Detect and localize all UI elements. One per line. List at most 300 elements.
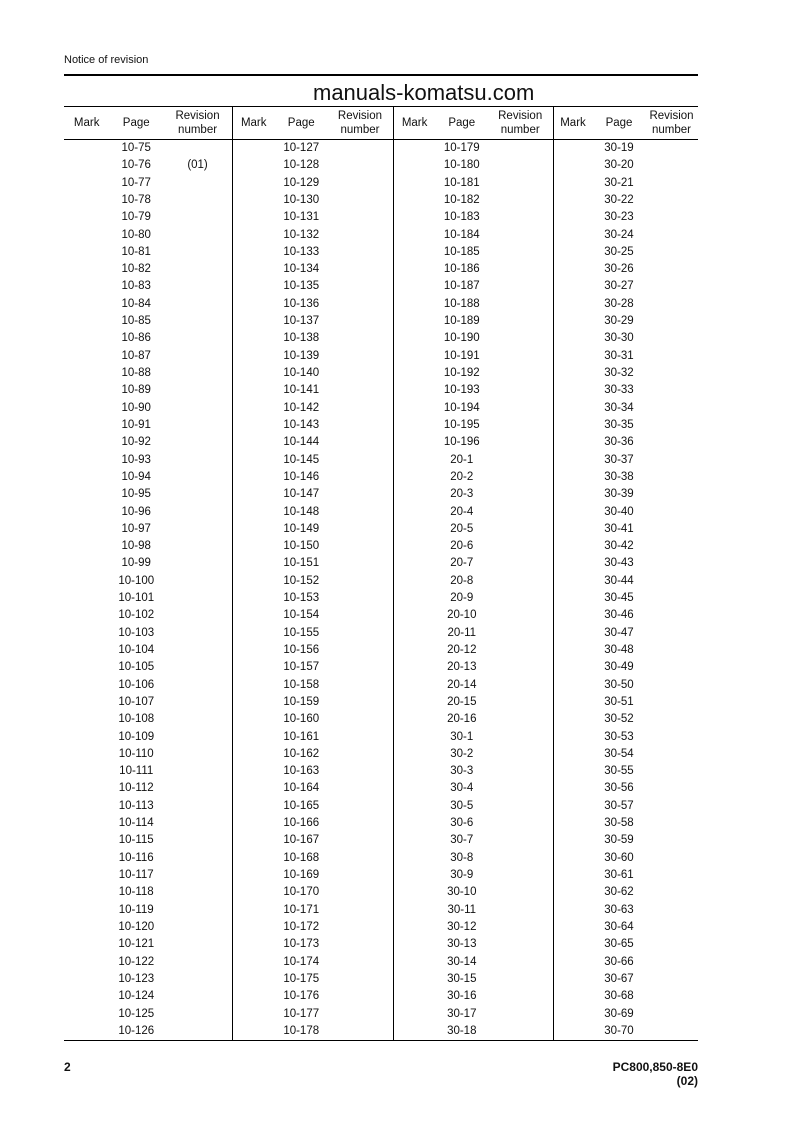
- page-cell: 10-101: [118, 592, 155, 605]
- page-cell: 10-172: [283, 920, 320, 933]
- table-row: [232, 313, 393, 330]
- page-cell: 10-167: [283, 834, 320, 847]
- table-row: [553, 157, 698, 174]
- page-cell: 10-191: [443, 349, 480, 362]
- table-row: [393, 313, 553, 330]
- page-cell: 30-1: [450, 730, 474, 743]
- page-cell: 30-60: [604, 851, 634, 864]
- page-cell: 20-11: [447, 626, 477, 639]
- page-cell: 10-79: [121, 211, 151, 224]
- page-cell: 10-75: [121, 142, 151, 154]
- page-cell: 10-180: [443, 159, 480, 172]
- column-header-mark: Mark: [73, 117, 100, 129]
- page-cell: 30-20: [604, 159, 634, 172]
- page-cell: 30-46: [604, 609, 634, 622]
- page-cell: 30-63: [604, 903, 634, 916]
- table-row: [64, 555, 232, 572]
- table-row: [232, 711, 393, 728]
- page-cell: 30-33: [604, 384, 634, 397]
- table-row: [393, 746, 553, 763]
- table-row: [393, 815, 553, 832]
- table-row: [232, 988, 393, 1005]
- page-cell: 10-102: [118, 609, 155, 622]
- page-cell: 30-2: [450, 747, 474, 760]
- table-row: [232, 192, 393, 209]
- page-cell: 20-8: [450, 574, 474, 587]
- page-cell: 30-24: [604, 228, 634, 241]
- table-row: [232, 607, 393, 624]
- page-cell: 30-35: [604, 418, 634, 431]
- table-row: [553, 538, 698, 555]
- table-row: [553, 504, 698, 521]
- page-cell: 10-117: [118, 869, 154, 882]
- table-row: [393, 330, 553, 347]
- table-row: [553, 278, 698, 295]
- page-cell: 30-5: [450, 799, 474, 812]
- page-cell: 10-186: [443, 263, 480, 276]
- page-cell: 30-22: [604, 193, 634, 206]
- table-row: [553, 434, 698, 451]
- page-cell: 10-177: [283, 1007, 320, 1020]
- column-header-page: Page: [287, 117, 315, 129]
- page-cell: 10-137: [283, 315, 320, 328]
- page-cell: 10-134: [283, 263, 320, 276]
- table-row: [553, 988, 698, 1005]
- page-header-title: Notice of revision: [64, 54, 149, 66]
- page-cell: 10-189: [443, 315, 480, 328]
- page-cell: 30-40: [604, 505, 634, 518]
- table-row: [232, 954, 393, 971]
- table-row: [64, 140, 232, 157]
- page-cell: 10-90: [121, 401, 151, 414]
- table-row: [553, 780, 698, 797]
- table-row: [393, 296, 553, 313]
- table-row: [393, 590, 553, 607]
- table-row: [553, 330, 698, 347]
- page-cell: 10-152: [283, 574, 320, 587]
- table-row: [64, 452, 232, 469]
- table-row: [232, 140, 393, 157]
- table-row: [232, 469, 393, 486]
- page-cell: 10-166: [283, 817, 320, 830]
- table-row: [64, 382, 232, 399]
- page-cell: 30-25: [604, 245, 634, 258]
- column-header-revision: Revision number: [498, 110, 543, 136]
- page-cell: 10-148: [283, 505, 320, 518]
- page-cell: 10-93: [121, 453, 151, 466]
- table-row: [553, 815, 698, 832]
- table-row: [553, 711, 698, 728]
- table-row: [393, 140, 553, 157]
- page-cell: 30-65: [604, 938, 634, 951]
- table-row: [64, 417, 232, 434]
- table-row: [232, 227, 393, 244]
- table-row: [64, 469, 232, 486]
- page-cell: 10-131: [283, 211, 320, 224]
- table-row: [232, 330, 393, 347]
- table-row: [64, 1006, 232, 1023]
- table-row: [393, 434, 553, 451]
- page-cell: 10-194: [443, 401, 480, 414]
- page-cell: 30-47: [604, 626, 634, 639]
- table-row: [393, 209, 553, 226]
- page-cell: 10-92: [121, 436, 151, 449]
- page-cell: 30-45: [604, 592, 634, 605]
- page-cell: 10-113: [118, 799, 154, 812]
- page-cell: 10-86: [121, 332, 151, 345]
- page-cell: 10-174: [283, 955, 320, 968]
- table-row: [553, 884, 698, 901]
- page-cell: 30-16: [447, 990, 477, 1003]
- page-cell: 20-13: [447, 661, 477, 674]
- page-cell: 10-142: [283, 401, 320, 414]
- page-cell: 10-121: [118, 938, 155, 951]
- footer-model: [613, 1060, 698, 1088]
- page-cell: 10-100: [118, 574, 155, 587]
- page-cell: 20-1: [450, 453, 474, 466]
- page-cell: 10-195: [443, 418, 480, 431]
- page-cell: 10-124: [118, 990, 155, 1003]
- table-row: [64, 625, 232, 642]
- page-cell: 10-164: [283, 782, 320, 795]
- table-row: [64, 832, 232, 849]
- table-row: [553, 175, 698, 192]
- table-row: [553, 677, 698, 694]
- table-row: [64, 642, 232, 659]
- page-cell: 10-114: [118, 817, 154, 830]
- table-row: [553, 555, 698, 572]
- page-cell: 10-110: [118, 747, 154, 760]
- table-row: [393, 763, 553, 780]
- page-cell: 30-64: [604, 920, 634, 933]
- table-row: [232, 919, 393, 936]
- table-row: [553, 798, 698, 815]
- page-cell: 10-184: [443, 228, 480, 241]
- table-row: [553, 1023, 698, 1040]
- table-row: [553, 469, 698, 486]
- page-cell: 10-94: [121, 470, 151, 483]
- page-cell: 10-145: [283, 453, 320, 466]
- page-cell: 10-123: [118, 972, 155, 985]
- table-row: [232, 348, 393, 365]
- table-row: [553, 209, 698, 226]
- page-cell: 30-7: [450, 834, 474, 847]
- page-cell: 30-37: [604, 453, 634, 466]
- table-row: [232, 815, 393, 832]
- table-row: [393, 919, 553, 936]
- page-cell: 20-10: [447, 609, 477, 622]
- page-cell: 10-149: [283, 522, 320, 535]
- table-row: [64, 348, 232, 365]
- page-cell: 10-125: [118, 1007, 155, 1020]
- page-cell: 10-158: [283, 678, 320, 691]
- table-row: [64, 677, 232, 694]
- page-cell: 30-69: [604, 1007, 634, 1020]
- page-cell: 10-153: [283, 592, 320, 605]
- page-cell: 30-61: [604, 869, 634, 882]
- table-row: [393, 227, 553, 244]
- table-row: [64, 902, 232, 919]
- table-row: [64, 434, 232, 451]
- page-cell: 10-107: [118, 695, 155, 708]
- page-cell: 30-10: [447, 886, 477, 899]
- table-row: [393, 867, 553, 884]
- page-cell: 30-32: [604, 367, 634, 380]
- table-row: [232, 365, 393, 382]
- page-cell: 30-19: [604, 142, 634, 154]
- page-cell: 30-44: [604, 574, 634, 587]
- footer-page-number: 2: [64, 1060, 71, 1074]
- table-row: [232, 452, 393, 469]
- table-row: [232, 521, 393, 538]
- table-row: [393, 486, 553, 503]
- table-row: [393, 555, 553, 572]
- column-header-mark: Mark: [240, 117, 267, 129]
- column-header-mark: Mark: [560, 117, 586, 129]
- page-cell: 30-31: [604, 349, 634, 362]
- table-row: [393, 1023, 553, 1040]
- page-cell: 10-168: [283, 851, 320, 864]
- table-row: [393, 538, 553, 555]
- page-cell: 30-57: [604, 799, 634, 812]
- table-row: [393, 244, 553, 261]
- column-header-page: Page: [122, 117, 150, 129]
- table-row: [393, 452, 553, 469]
- page-cell: 10-127: [283, 142, 320, 154]
- page-cell: 30-34: [604, 401, 634, 414]
- table-row: [232, 1023, 393, 1040]
- table-row: [232, 296, 393, 313]
- page-cell: 10-154: [283, 609, 320, 622]
- table-row: [393, 607, 553, 624]
- table-row: [393, 157, 553, 174]
- table-row: [393, 850, 553, 867]
- table-row: [393, 278, 553, 295]
- revision-table: [64, 106, 698, 1041]
- table-row: [64, 607, 232, 624]
- table-row: [393, 400, 553, 417]
- table-row: [553, 382, 698, 399]
- table-row: [553, 971, 698, 988]
- table-row: [553, 227, 698, 244]
- table-row: [553, 192, 698, 209]
- page-cell: 10-78: [121, 193, 151, 206]
- page-cell: 30-50: [604, 678, 634, 691]
- page-cell: 30-68: [604, 990, 634, 1003]
- table-row: [393, 780, 553, 797]
- table-row: [232, 538, 393, 555]
- table-row: [553, 659, 698, 676]
- page-cell: 30-11: [447, 903, 477, 916]
- page-cell: 10-176: [283, 990, 320, 1003]
- table-row: [393, 573, 553, 590]
- page-cell: 10-111: [119, 765, 154, 778]
- table-row: [64, 971, 232, 988]
- table-row: [553, 954, 698, 971]
- page-cell: 10-193: [443, 384, 480, 397]
- table-row: [232, 642, 393, 659]
- table-row: [553, 850, 698, 867]
- page-cell: 30-70: [604, 1024, 634, 1037]
- page-cell: 10-97: [121, 522, 151, 535]
- page-cell: 10-132: [283, 228, 320, 241]
- table-row: [64, 919, 232, 936]
- table-row: [64, 711, 232, 728]
- page-cell: 30-66: [604, 955, 634, 968]
- table-row: [232, 1006, 393, 1023]
- table-row: [232, 261, 393, 278]
- page-cell: 10-76: [121, 159, 151, 172]
- page-cell: 10-85: [121, 315, 151, 328]
- page-cell: 10-87: [121, 349, 151, 362]
- page-cell: 10-98: [121, 540, 151, 553]
- table-row: [232, 504, 393, 521]
- table-row: [64, 330, 232, 347]
- table-row: [393, 417, 553, 434]
- page-cell: 10-188: [443, 297, 480, 310]
- table-row: [553, 902, 698, 919]
- page-cell: 20-6: [450, 540, 474, 553]
- page-cell: 30-12: [447, 920, 477, 933]
- page-cell: 10-103: [118, 626, 155, 639]
- page-cell: 10-128: [283, 159, 320, 172]
- page-cell: 20-16: [447, 713, 477, 726]
- page-cell: 30-42: [604, 540, 634, 553]
- column-header-mark: Mark: [401, 117, 428, 129]
- table-row: [232, 417, 393, 434]
- page-cell: 20-14: [447, 678, 477, 691]
- page-cell: 10-77: [121, 176, 151, 189]
- table-row: [393, 677, 553, 694]
- page-cell: 30-67: [604, 972, 634, 985]
- column-header-revision: Revision number: [175, 110, 220, 136]
- table-row: [553, 763, 698, 780]
- table-row: [393, 659, 553, 676]
- table-row: [232, 936, 393, 953]
- page-cell: 10-162: [283, 747, 320, 760]
- table-row: [393, 365, 553, 382]
- page-cell: 10-139: [283, 349, 320, 362]
- page-cell: 20-4: [450, 505, 474, 518]
- page-cell: 10-95: [121, 488, 151, 501]
- table-row: [553, 400, 698, 417]
- page-cell: 10-106: [118, 678, 155, 691]
- page-cell: 20-5: [450, 522, 474, 535]
- page-cell: 10-81: [121, 245, 151, 258]
- table-row: [232, 694, 393, 711]
- table-row: [232, 884, 393, 901]
- table-row: [553, 936, 698, 953]
- page-cell: 10-183: [443, 211, 480, 224]
- table-row: [232, 209, 393, 226]
- page-cell: 30-43: [604, 557, 634, 570]
- page-cell: 30-13: [447, 938, 477, 951]
- table-row: [553, 832, 698, 849]
- table-row: [64, 815, 232, 832]
- table-row: [232, 400, 393, 417]
- page-cell: 10-185: [443, 245, 480, 258]
- page-cell: 30-49: [604, 661, 634, 674]
- footer-model-name: PC800,850-8E0: [612, 1060, 698, 1074]
- page-cell: 30-30: [604, 332, 634, 345]
- table-row: [553, 417, 698, 434]
- page-cell: 30-3: [450, 765, 474, 778]
- table-row: [553, 694, 698, 711]
- page-cell: 30-54: [604, 747, 634, 760]
- watermark: manuals-komatsu.com: [313, 80, 535, 105]
- page-cell: 10-156: [283, 643, 320, 656]
- table-row: [232, 832, 393, 849]
- page-cell: 20-2: [450, 470, 474, 483]
- table-row: [553, 919, 698, 936]
- page-cell: 30-41: [604, 522, 634, 535]
- table-row: [232, 659, 393, 676]
- page-cell: 30-23: [604, 211, 634, 224]
- page-cell: 10-181: [443, 176, 480, 189]
- table-row: [232, 175, 393, 192]
- table-row: [393, 175, 553, 192]
- table-row: [553, 607, 698, 624]
- page-cell: 10-84: [121, 297, 151, 310]
- page-cell: 30-8: [450, 851, 474, 864]
- table-row: [64, 157, 232, 174]
- table-row: [232, 902, 393, 919]
- table-row: [393, 954, 553, 971]
- page-cell: 30-38: [604, 470, 634, 483]
- table-row: [232, 763, 393, 780]
- table-row: [553, 261, 698, 278]
- column-header-page: Page: [605, 117, 633, 129]
- table-row: [232, 971, 393, 988]
- page-cell: 10-157: [283, 661, 320, 674]
- page-cell: 10-135: [283, 280, 320, 293]
- table-row: [393, 711, 553, 728]
- table-row: [64, 192, 232, 209]
- table-row: [232, 573, 393, 590]
- table-row: [553, 348, 698, 365]
- table-row: [232, 677, 393, 694]
- page-cell: 30-28: [604, 297, 634, 310]
- page-cell: 10-82: [121, 263, 151, 276]
- table-row: [393, 192, 553, 209]
- table-row: [64, 261, 232, 278]
- page-cell: 10-115: [118, 834, 154, 847]
- table-row: [64, 798, 232, 815]
- page-cell: 30-39: [604, 488, 634, 501]
- table-row: [393, 902, 553, 919]
- page-cell: 10-165: [283, 799, 320, 812]
- page-cell: 30-56: [604, 782, 634, 795]
- table-row: [64, 573, 232, 590]
- page-cell: 10-171: [283, 903, 320, 916]
- table-row: [232, 780, 393, 797]
- page-cell: 10-122: [118, 955, 155, 968]
- table-row: [64, 867, 232, 884]
- table-row: [64, 763, 232, 780]
- page-cell: 30-36: [604, 436, 634, 449]
- page-cell: 20-15: [447, 695, 477, 708]
- table-row: [553, 296, 698, 313]
- table-row: [64, 1023, 232, 1040]
- page-cell: 10-173: [283, 938, 320, 951]
- table-row: [232, 555, 393, 572]
- page-cell: 30-26: [604, 263, 634, 276]
- table-row: [64, 988, 232, 1005]
- table-row: [232, 157, 393, 174]
- table-row: [64, 538, 232, 555]
- table-row: [393, 521, 553, 538]
- page-cell: 30-6: [450, 817, 474, 830]
